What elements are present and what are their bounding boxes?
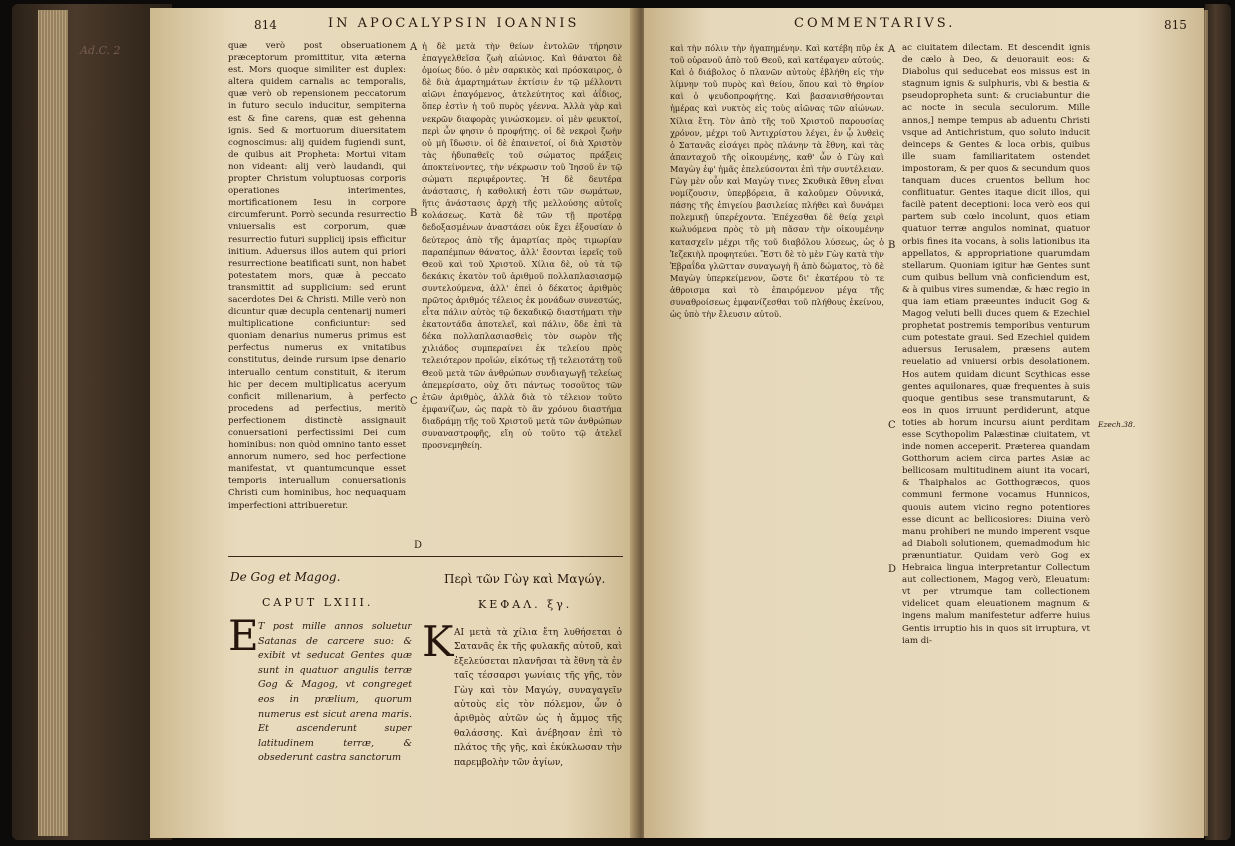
greek-text-right: καὶ τὴν πόλιν τὴν ἠγαπημένην. Καὶ κατέβη πῦρ ἐκ τοῦ οὐρανοῦ ἀπὸ τοῦ Θεοῦ, καὶ κατέφαγεν αὐτούς. Καὶ ὁ διάβολος ὁ πλανῶν αὐτοὺς ἐβλήθη εἰς τὴν λίμνην τοῦ πυρὸς καὶ θείου, ὅπου καὶ τὸ θηρίον καὶ ὁ ψευδοπροφήτης. Καὶ βασανισθήσονται ἡμέρας καὶ νυκτὸς εἰς τοὺς αἰῶνας τῶν αἰώνων. Χίλια ἔτη. Τὸν ἀπὸ τῆς τοῦ Χριστοῦ παρουσίας χρόνον, μέχρι τοῦ Ἀντιχρίστου λέγει, ἐν ᾧ λυθεὶς ὁ Σατανᾶς εἰσάγει πρὸς πλάνην τὰ ἔθνη, καὶ τὰς ἁπανταχοῦ τῆς οἰκουμένης, καθ' ὧν ὁ Γὼγ καὶ Μαγὼγ ἐφ' ἡμᾶς ἐπελεύσονται ἐπὶ τὴν συντέλειαν. Γὼγ μὲν οὖν καὶ Μαγὼγ τινες Σκυθικὰ ἔθνη εἶναι νομίζουσιν, ὑπερβόρεια, ἃ καλοῦμεν Οὐννικά, πάσης τῆς ἐπιγείου βασιλείας πλήθει καὶ δυνάμει πολεμικῇ ὑπερέχοντα. Ἐπέχεσθαι δὲ θείᾳ χειρὶ κωλυόμενα πρὸς τὸ μὴ πᾶσαν τὴν οἰκουμένην κατασχεῖν μέχρι τῆς τοῦ διαβόλου λύσεως, ὡς ὁ Ἰεζεκιὴλ προφητεύει. Ἔστι δὲ τὸ μὲν Γὼγ κατὰ τὴν Ἑβραΐδα γλῶτταν συναγωγὴ ἢ ἀπὸ δώματος, τὸ δὲ Μαγὼγ ὑπερκείμενον, ὥστε δι' ἐκατέρου τὸ τε ἀθροισμα καὶ τὸ ἐπαιρόμενον μέγα τῆς συναθροίσεως ἐμφανίζεσθαι τοῦ πλήθους ἐκείνου, ὡς ὑπὸ τὴν ἔλευσιν αὐτοῦ. — [670, 43, 884, 320]
manuscript-note: Ad.C. 2 — [80, 44, 121, 57]
book-cover-right — [1205, 4, 1231, 840]
book-cover-left — [12, 4, 172, 840]
chapter-caput-greek: ΚΕΦΑΛ. ξγ. — [478, 598, 573, 611]
margin-note-ezech: Ezech.38. — [1098, 420, 1136, 429]
margin-mark-c-right: C — [888, 420, 896, 431]
chapter-greek-text: AI μετὰ τὰ χίλια ἔτη λυθήσεται ὁ Σατανᾶς ἐκ τῆς φυλακῆς αὐτοῦ, καὶ ἐξελεύσεται πλανῆσαι τὰ ἔθνη τὰ ἐν ταῖς τέσσαρσι γωνίαις τῆς γῆς, τὸν Γὼγ καὶ τὸν Μαγώγ, συναγαγεῖν αὐτοὺς εἰς τὸν πόλεμον, ὧν ὁ ἀριθμὸς αὐτῶν ὡς ἡ ἄμμος τῆς θαλάσσης. Καὶ ἀνέβησαν ἐπὶ τὸ πλάτος τῆς γῆς, καὶ ἐκύκλωσαν τὴν παρεμβολὴν τῶν ἁγίων, — [454, 628, 622, 768]
chapter-title-greek: Περὶ τῶν Γὼγ καὶ Μαγώγ. — [444, 572, 606, 586]
chapter-latin-text: T post mille annos soluetur Satanas de carcere suo: & exibit vt seducat Gentes quæ sunt in quatuor angulis terræ Gog & Magog, vt congreget eos in prælium, quorum numerus est sicut arena maris. Et ascenderunt super latitudinem terræ, & obsederunt castra sanctorum — [258, 621, 412, 764]
latin-text-right: ac ciuitatem dilectam. Et descendit ignis de cælo à Deo, & deuorauit eos: & Diabolus qui seducebat eos missus est in stagnum ignis & sulphuris, vbi & bestia & pseudopropheta sunt: & cruciabuntur die ac nocte in secula seculorum. Mille annos,] nempe tempus ab aduentu Christi vsque ad Antichristum, quo soluto inducit deinceps & Gentes & loca orbis, quibus ille suam familiaritatem ostendet impostoram, & per quos & secundum quos tanquam duces cruentos bellum hoc conflituatur. Gentes itaque dicit illos, qui facilè patent deceptioni: loca verò eos qui partem sub cœlo incolunt, quos etiam quatuor terræ angulos nominat, quatuor orbis fines ita vocans, à solis lationibus ita appellatos, & appropriatione quarumdam stellarum. Quoniam igitur hæ Gentes sunt cum quibus bellum vnà conficiendum est, & à quibus vires sumendæ, & hæc regio in qua iam etiam præeuntes inducit Gog & Magog veluti belli duces quem & Ezechiel prophetat postremis temporibus venturum cum potestate graui. Sed Ezechiel quidem aduersus Ierusalem, præsens autem reuelatio ad vniuersi orbis desolationem. Hos autem quidam dicunt Scythicas esse gentes aquilonares, quæ frequentes à suis quoque gentibus sese transmutarunt, & eos in quos irruunt perdiderunt, atque toties ab horum incursu aiunt perditam esse Scythopolim Palæstinæ ciuitatem, vt inde nomen acceperit. Præterea quandam Gotthorum aciem circa partes Asiæ ac bellicosam multitudinem aiunt ita vocari, & Thaiphalos ac Gotthogræcos, quos communi fermone vocamus Hunnicos, quouis autem vicino regno potentiores esse dicunt ac bellicosiores: Diuina verò manu prohiberi ne mundo imperent vsque ad Diaboli solutionem, quemadmodum hic prænuntiatur. Quidam verò Gog ex Hebraica lingua interpretantur Collectum aut collectionem, Magog verò, Eleuatum: vt per vtrumque tam collectionem videlicet quam eleuationem magnum & ingens malum manifestetur adferre huius Gentis irruptio his in quos sit irruptura, vt iam di- — [902, 43, 1090, 646]
margin-mark-a: A — [410, 42, 418, 53]
running-head-right: COMMENTARIVS. — [794, 16, 956, 31]
greek-column-left — [422, 40, 622, 536]
greek-column-right — [670, 42, 884, 802]
section-mark-d: D — [414, 540, 423, 551]
page-number-left: 814 — [254, 18, 277, 32]
page-number-right: 815 — [1164, 18, 1187, 32]
margin-mark-d-right: D — [888, 564, 897, 575]
latin-text-left: quæ verò post obseruationem præceptorum promittitur, vita æterna est. Mors quoque similiter est duplex: altera quidem carnalis ac temporalis, quæ verò ob repensionem peccatorum in futuro seculo inducitur, sempiterna est & fine carens, quæ est gehenna ignis. Sed & mortuorum diuersitatem cognoscimus: alij quidem fugiendi sunt, de quibus ait Propheta: Mortui vitam non videant: alij verò laudandi, qui propter Christum voluptuosas corporis operationes interimentes, mortificationem Iesu in corpore circumferunt. Porrò secunda resurrectio vniuersalis est corporum, quæ resurrectio futuri supplicij ipsis efficitur initium. Aduersus illos autem qui priori resurrectione beatificati sunt, non habet potestatem mors, quæ à peccato transmittit ad supplicium: sed erunt sacerdotes Dei & Christi. Mille verò non dicuntur quæ decupla centenarij numeri multiplicatione conficiuntur: sed quoniam denarius numerus primus est perfectus numerus ex vnitatibus constitutus, deinde rursum ipse denario interuallo centum constituit, & iterum hic per decem multiplicatus acerуum conficit millenarium, à perfecto procedens ad perfectius, meritò perfectionem distinctè assignauit conuersationi perfectissimi Dei cum hominibus: non quòd omnino tanto esset annorum numero, sed hoc perfectione manifestat, vt quantumcunque esset temporis interuallum conuersationis Christi cum hominibus, hoc nequaquam imperfectioni attribueretur. — [228, 41, 406, 511]
margin-mark-c: C — [410, 396, 418, 407]
margin-mark-b: B — [410, 208, 418, 219]
running-head-left: IN APOCALYPSIN IOANNIS — [328, 16, 580, 31]
dropcap-latin: E — [228, 611, 259, 660]
left-page — [150, 8, 638, 838]
chapter-latin-verse — [258, 620, 412, 780]
margin-mark-b-right: B — [888, 240, 896, 251]
page-edges-left — [38, 10, 68, 836]
chapter-title-latin: De Gog et Magog. — [230, 570, 341, 584]
latin-column-right — [902, 42, 1090, 802]
chapter-caput-latin: CAPUT LXIII. — [262, 596, 374, 609]
chapter-rule — [228, 556, 623, 557]
latin-column-left — [228, 40, 406, 555]
dropcap-greek: K — [422, 617, 454, 666]
right-page — [644, 8, 1204, 838]
margin-mark-a-right: A — [888, 44, 896, 55]
chapter-greek-verse — [454, 626, 622, 786]
greek-text-left: ἡ δὲ μετὰ τὴν θείων ἐντολῶν τήρησιν ἐπαγγελθεῖσα ζωὴ αἰώνιος. Καὶ θάνατοι δὲ ὁμοίως δύο. ὁ μὲν σαρκικὸς καὶ πρόσκαιρος, ὁ δὲ διὰ ἀμαρτημάτων ἐκτίσιν ἐν τῷ μέλλοντι αἰῶνι ἐπαγόμενος, ἀτελεύτητος καὶ ἀΐδιος, ὅπερ ἐστὶν ἡ τοῦ πυρὸς γέεννα. Ἀλλὰ γὰρ καὶ νεκρῶν διαφορὰς γινώσκομεν. οἱ μὲν φευκτοί, περὶ ὧν φησιν ὁ προφήτης. οἱ δὲ νεκροὶ ζωὴν οὐ μὴ ἴδωσιν. οἱ δὲ ἐπαινετοί, οἱ διὰ Χριστὸν τὰς ἡδυπαθεῖς τοῦ σώματος πράξεις ἀποκτείνοντες, τὴν νέκρωσιν τοῦ Ἰησοῦ ἐν τῷ σώματι περιφέροντες. Ἡ δὲ δευτέρα ἀνάστασις, ἡ καθολική ἐστι τῶν σωμάτων, ἥτις ἀνάστασις ἀρχὴ τῆς μελλούσης αὐτοῖς κολάσεως. Κατὰ δὲ τῶν τῇ προτέρᾳ δεδοξασμένων ἀναστάσει οὐκ ἔχει ἐξουσίαν ὁ δεύτερος ἀπὸ τῆς ἁμαρτίας πρὸς τιμωρίαν παραπέμπων θάνατος, ἀλλ' ἔσονται ἱερεῖς τοῦ Θεοῦ καὶ τοῦ Χριστοῦ. Χίλια δὲ, οὐ τὰ τῷ δεκάκις ἑκατὸν τοῦ ἀριθμοῦ πολλαπλασιασμῷ συντελούμενα, ἀλλ' ἐπεὶ ὁ δέκατος ἀριθμὸς πρῶτος ἀριθμός τέλειος ἐκ μονάδων συνεστώς, εἶτα πάλιν αὐτὸς τῷ δεκαδικῷ διαστήματι τὴν ἑκατοντάδα ἀποτελεῖ, καὶ πάλιν, ὅδε ἐπὶ τὰ δέκα πολλαπλασιασθεὶς τὸν σωρὸν τῆς χιλιάδος συμπεραίνει ἐκ τελείου πρὸς τελειότερον προϊών, εἰκότως τῇ τελειοτάτῃ τοῦ Θεοῦ μετὰ τῶν ἀνθρώπων συνδιαγωγῇ τελείως ἀπεμερίσατο, οὐχ ὅτι πάντως τοσοῦτος τῶν ἐτῶν ἀριθμὸς, ἀλλὰ διὰ τὸ τέλειον τοῦτο ἐμφανίζων, ὡς παρὰ τὸ ἂν χρόνου διαστήμα διαδράμῃ τῆς τοῦ Χριστοῦ μετὰ τῶν ἀνθρώπων συναναστροφῆς, εἴη οὐ τοῦτο τῷ ἀτελεῖ προσνεμηθείη. — [422, 41, 622, 451]
